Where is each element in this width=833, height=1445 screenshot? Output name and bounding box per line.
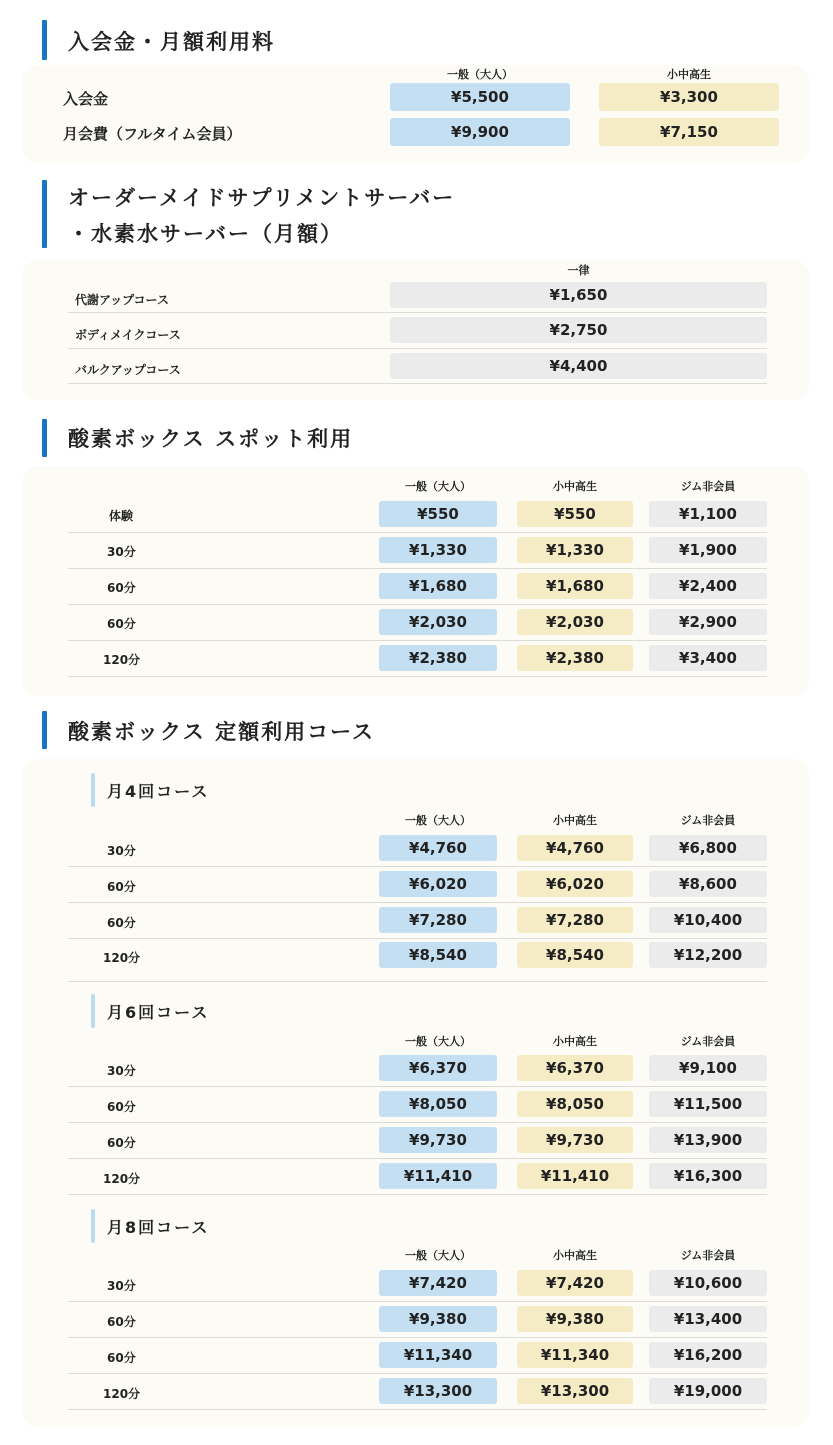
price-adult: ¥13,300 xyxy=(379,1378,497,1404)
row-divider xyxy=(68,1409,767,1410)
course-title: 月6回コース xyxy=(107,1003,210,1022)
row-label-time: 30分 xyxy=(107,1279,136,1293)
price-student: ¥11,340 xyxy=(517,1342,633,1368)
price-student: ¥6,020 xyxy=(517,871,633,897)
row-label-time: 60分 xyxy=(107,581,136,595)
price-course-flat: ¥1,650 xyxy=(390,282,767,308)
section-accent-bar xyxy=(42,20,47,60)
price-adult: ¥8,540 xyxy=(379,942,497,968)
col-head-adult: 一般（大人） xyxy=(405,1249,471,1262)
row-divider xyxy=(68,938,767,939)
price-student: ¥9,380 xyxy=(517,1306,633,1332)
section-title-oxygen-plan: 酸素ボックス 定額利用コース xyxy=(68,720,376,744)
row-divider xyxy=(68,1373,767,1374)
row-divider xyxy=(68,568,767,569)
price-nonmember: ¥9,100 xyxy=(649,1055,767,1081)
row-divider xyxy=(68,981,767,982)
price-student: ¥7,280 xyxy=(517,907,633,933)
section-title-entry-monthly: 入会金・月額利用料 xyxy=(68,30,275,54)
entry-monthly-card xyxy=(22,65,809,163)
row-label-time: 体験 xyxy=(109,509,134,523)
row-divider xyxy=(68,383,767,384)
col-head-adult: 一般（大人） xyxy=(405,814,471,827)
col-head-adult: 一般（大人） xyxy=(447,68,513,81)
row-divider xyxy=(68,676,767,677)
section-title-oxygen-spot: 酸素ボックス スポット利用 xyxy=(68,427,354,451)
row-divider xyxy=(68,1158,767,1159)
row-divider xyxy=(68,902,767,903)
col-head-nonmember: ジム非会員 xyxy=(680,1249,736,1262)
price-adult: ¥6,020 xyxy=(379,871,497,897)
price-adult: ¥9,380 xyxy=(379,1306,497,1332)
row-divider xyxy=(68,604,767,605)
price-student: ¥11,410 xyxy=(517,1163,633,1189)
price-student: ¥8,050 xyxy=(517,1091,633,1117)
price-nonmember: ¥2,400 xyxy=(649,573,767,599)
price-adult: ¥2,030 xyxy=(379,609,497,635)
row-label-time: 30分 xyxy=(107,844,136,858)
price-student: ¥1,680 xyxy=(517,573,633,599)
price-student: ¥550 xyxy=(517,501,633,527)
section-accent-bar xyxy=(42,711,47,749)
row-label-time: 60分 xyxy=(107,1136,136,1150)
price-course-flat: ¥2,750 xyxy=(390,317,767,343)
col-head-adult: 一般（大人） xyxy=(405,1035,471,1048)
price-nonmember: ¥1,100 xyxy=(649,501,767,527)
course-accent-bar xyxy=(91,994,95,1028)
section-title-server-line1: オーダーメイドサプリメントサーバー xyxy=(68,186,456,210)
price-nonmember: ¥11,500 xyxy=(649,1091,767,1117)
course-accent-bar xyxy=(91,773,95,807)
section-accent-bar xyxy=(42,180,47,248)
price-nonmember: ¥3,400 xyxy=(649,645,767,671)
row-label-time: 60分 xyxy=(107,617,136,631)
price-nonmember: ¥10,600 xyxy=(649,1270,767,1296)
price-nonmember: ¥13,400 xyxy=(649,1306,767,1332)
row-divider xyxy=(68,866,767,867)
col-head-student: 小中高生 xyxy=(553,814,597,827)
price-student: ¥7,420 xyxy=(517,1270,633,1296)
row-label-time: 30分 xyxy=(107,1064,136,1078)
row-label-time: 60分 xyxy=(107,1100,136,1114)
row-label-time: 60分 xyxy=(107,916,136,930)
row-label-time: 120分 xyxy=(103,1387,141,1401)
section-title-server-line2: ・水素水サーバー（月額） xyxy=(68,222,343,246)
price-adult: ¥7,280 xyxy=(379,907,497,933)
row-label-course: バルクアップコース xyxy=(75,363,181,377)
row-divider xyxy=(68,1122,767,1123)
price-adult: ¥8,050 xyxy=(379,1091,497,1117)
price-student: ¥2,380 xyxy=(517,645,633,671)
price-adult: ¥7,420 xyxy=(379,1270,497,1296)
price-nonmember: ¥8,600 xyxy=(649,871,767,897)
row-label-time: 120分 xyxy=(103,653,141,667)
col-head-adult: 一般（大人） xyxy=(405,480,471,493)
server-card xyxy=(22,260,809,400)
row-divider xyxy=(68,640,767,641)
row-label-course: ボディメイクコース xyxy=(75,328,181,342)
price-adult: ¥11,340 xyxy=(379,1342,497,1368)
oxygen-plan-card xyxy=(22,759,809,1427)
row-label-time: 60分 xyxy=(107,1351,136,1365)
row-label-entry-fee: 入会金 xyxy=(63,90,109,108)
col-head-student: 小中高生 xyxy=(553,1035,597,1048)
price-adult: ¥9,730 xyxy=(379,1127,497,1153)
section-accent-bar xyxy=(42,419,47,457)
price-student: ¥8,540 xyxy=(517,942,633,968)
row-divider xyxy=(68,532,767,533)
price-adult: ¥1,680 xyxy=(379,573,497,599)
col-head-nonmember: ジム非会員 xyxy=(680,1035,736,1048)
price-adult: ¥1,330 xyxy=(379,537,497,563)
row-label-monthly-fee: 月会費（フルタイム会員） xyxy=(63,125,242,143)
price-student: ¥1,330 xyxy=(517,537,633,563)
price-nonmember: ¥10,400 xyxy=(649,907,767,933)
price-nonmember: ¥6,800 xyxy=(649,835,767,861)
course-title: 月4回コース xyxy=(107,782,210,801)
price-student: ¥13,300 xyxy=(517,1378,633,1404)
col-head-nonmember: ジム非会員 xyxy=(680,480,736,493)
price-adult: ¥6,370 xyxy=(379,1055,497,1081)
oxygen-spot-card xyxy=(22,466,809,696)
price-adult: ¥2,380 xyxy=(379,645,497,671)
price-entry-adult: ¥5,500 xyxy=(390,83,570,111)
row-label-course: 代謝アップコース xyxy=(75,293,169,307)
row-divider xyxy=(68,1337,767,1338)
price-adult: ¥4,760 xyxy=(379,835,497,861)
col-head-student: 小中高生 xyxy=(553,1249,597,1262)
row-label-time: 120分 xyxy=(103,951,141,965)
price-nonmember: ¥13,900 xyxy=(649,1127,767,1153)
row-divider xyxy=(68,312,767,313)
row-label-time: 60分 xyxy=(107,880,136,894)
price-entry-student: ¥3,300 xyxy=(599,83,779,111)
price-course-flat: ¥4,400 xyxy=(390,353,767,379)
course-accent-bar xyxy=(91,1209,95,1243)
price-student: ¥9,730 xyxy=(517,1127,633,1153)
row-label-time: 60分 xyxy=(107,1315,136,1329)
price-adult: ¥11,410 xyxy=(379,1163,497,1189)
price-nonmember: ¥16,300 xyxy=(649,1163,767,1189)
price-nonmember: ¥16,200 xyxy=(649,1342,767,1368)
price-nonmember: ¥1,900 xyxy=(649,537,767,563)
price-adult: ¥550 xyxy=(379,501,497,527)
course-title: 月8回コース xyxy=(107,1218,210,1237)
row-divider xyxy=(68,1301,767,1302)
row-divider xyxy=(68,348,767,349)
row-divider xyxy=(68,1086,767,1087)
col-head-nonmember: ジム非会員 xyxy=(680,814,736,827)
col-head-flat: 一律 xyxy=(567,264,590,277)
price-monthly-adult: ¥9,900 xyxy=(390,118,570,146)
price-nonmember: ¥2,900 xyxy=(649,609,767,635)
price-nonmember: ¥19,000 xyxy=(649,1378,767,1404)
price-monthly-student: ¥7,150 xyxy=(599,118,779,146)
price-student: ¥6,370 xyxy=(517,1055,633,1081)
row-label-time: 120分 xyxy=(103,1172,141,1186)
row-divider xyxy=(68,1194,767,1195)
price-student: ¥4,760 xyxy=(517,835,633,861)
row-label-time: 30分 xyxy=(107,545,136,559)
price-student: ¥2,030 xyxy=(517,609,633,635)
col-head-student: 小中高生 xyxy=(553,480,597,493)
price-nonmember: ¥12,200 xyxy=(649,942,767,968)
col-head-student: 小中高生 xyxy=(667,68,711,81)
